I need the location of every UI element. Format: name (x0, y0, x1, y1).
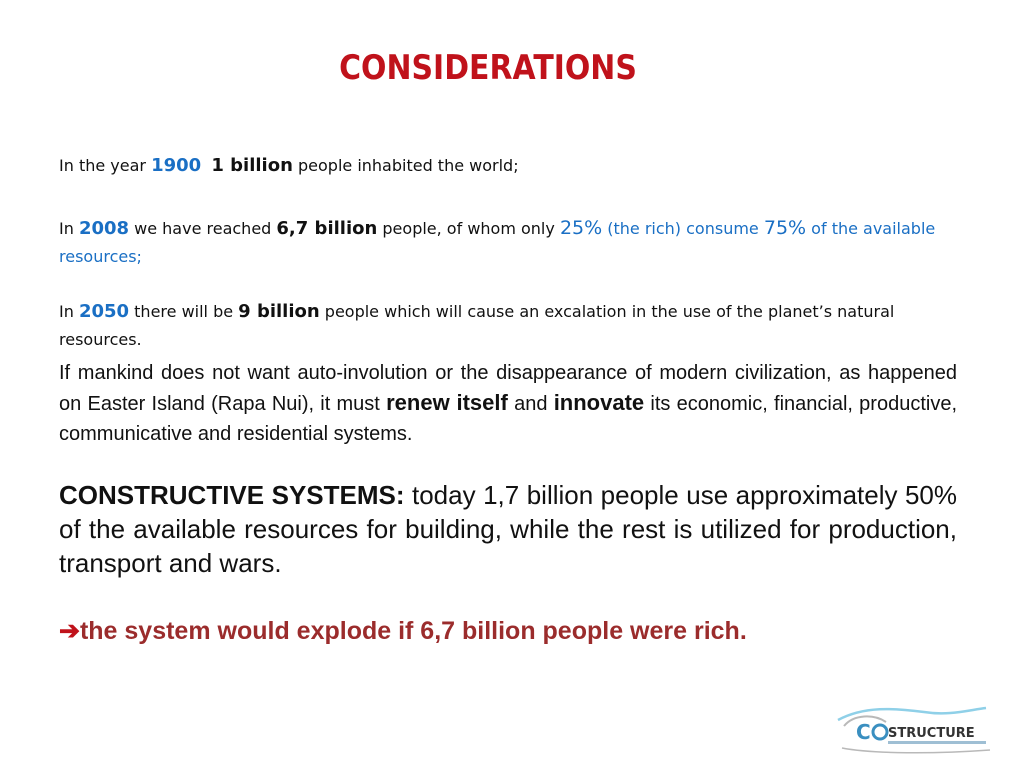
text: today 1,7 billion people use approximately 50% of the available resources for building, while the rest is utilized for production, transport and wars. (59, 480, 958, 578)
amount-9-billion: 9 billion (238, 301, 320, 322)
text: people, of whom only (377, 219, 560, 238)
paragraph-mankind (59, 358, 957, 449)
amount-1-billion: 1 billion (211, 155, 293, 176)
keyword-innovate: innovate (553, 390, 645, 415)
slide-title: CONSIDERATIONS (339, 48, 637, 88)
year-1900: 1900 (151, 155, 202, 176)
year-2008: 2008 (78, 218, 130, 239)
percent-25: 25% (559, 217, 603, 239)
conclusion (59, 614, 957, 648)
logo-letter: C (856, 720, 871, 744)
costructure-logo (834, 706, 994, 758)
text: In (59, 219, 79, 238)
right-arrow-icon: ➔ (59, 617, 80, 645)
conclusion-text: the system would explode if 6,7 billion people were rich. (79, 617, 747, 645)
text: In (59, 302, 79, 321)
year-2050: 2050 (78, 301, 130, 322)
paragraph-1900 (59, 152, 957, 180)
text: we have reached (129, 219, 277, 238)
text: If mankind does not want auto-involution or the disappearance of modern civilization, as happened on Easter Island (Rapa Nui), it must (59, 362, 957, 415)
text: In the year (59, 156, 152, 175)
text: people inhabited the world; (292, 156, 519, 175)
keyword-renew-itself: renew itself (386, 390, 508, 415)
paragraph-2050 (59, 298, 957, 354)
text: its economic, financial, productive, communicative and residential systems. (59, 393, 958, 445)
percent-75: 75% (763, 217, 807, 239)
text: there will be (129, 302, 239, 321)
text: and (507, 393, 554, 415)
logo-text: STRUCTURE (888, 726, 975, 741)
text-available-resources: of the available resources; (59, 219, 936, 266)
paragraph-constructive-systems (59, 478, 957, 580)
amount-6-7-billion: 6,7 billion (276, 218, 378, 239)
text: people which will cause an excalation in the use of the planet’s natural resources. (59, 302, 895, 349)
paragraph-2008 (59, 214, 957, 271)
constructive-systems-heading: CONSTRUCTIVE SYSTEMS: (59, 480, 405, 510)
text-the-rich: (the rich) consume (602, 219, 764, 238)
